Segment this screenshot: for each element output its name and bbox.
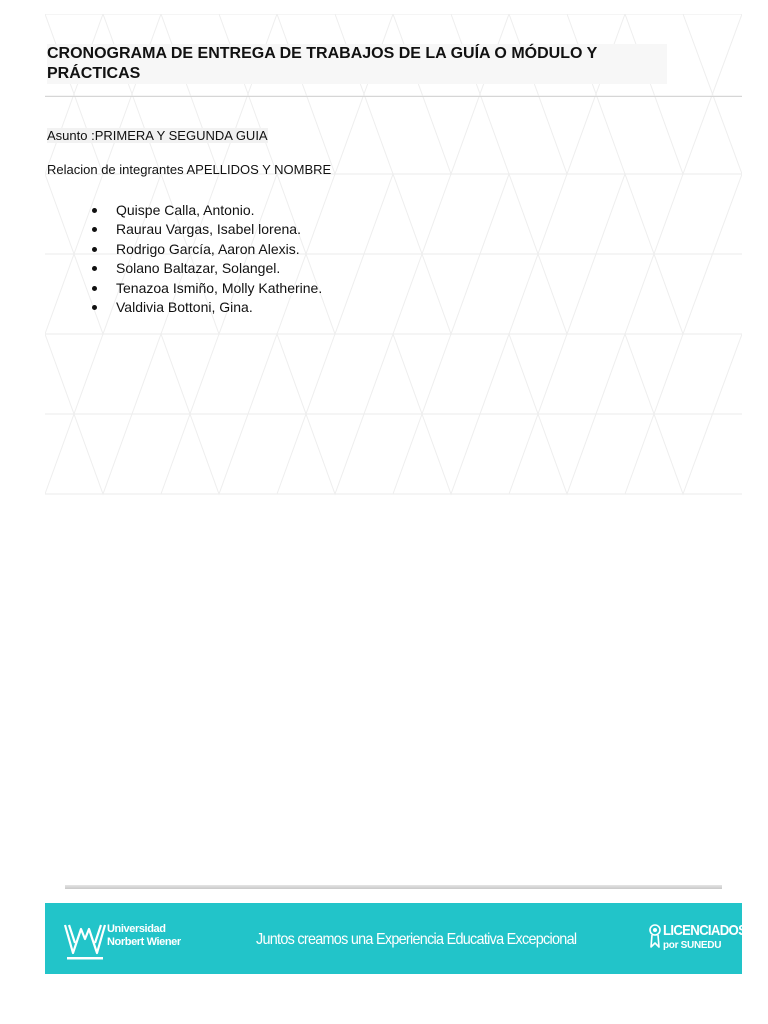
bullet-icon: [92, 208, 97, 213]
bullet-icon: [92, 247, 97, 252]
member-name: Raurau Vargas, Isabel lorena.: [116, 221, 301, 238]
member-name: Quispe Calla, Antonio.: [116, 202, 255, 218]
list-item: [92, 240, 322, 259]
list-item: [92, 279, 322, 298]
member-name: Rodrigo García, Aaron Alexis.: [116, 240, 300, 257]
bullet-icon: [92, 305, 97, 310]
document-title: CRONOGRAMA DE ENTREGA DE TRABAJOS DE LA GUÍA O MÓDULO Y PRÁCTICAS: [47, 44, 667, 84]
licensed-line2: por SUNEDU: [663, 940, 722, 951]
list-item: [92, 298, 322, 317]
subject-line: Asunto :PRIMERA Y SEGUNDA GUIA: [47, 128, 268, 143]
member-name: Tenazoa Ismiño, Molly Katherine.: [116, 279, 323, 296]
list-item: [92, 259, 322, 278]
members-list: [92, 201, 322, 317]
list-item: [92, 201, 322, 220]
bullet-icon: [92, 286, 97, 291]
members-heading: Relacion de integrantes APELLIDOS Y NOMBRE: [47, 162, 332, 177]
licensed-line1: LICENCIADOS: [663, 922, 747, 939]
bullet-icon: [92, 227, 97, 232]
footer-banner: [45, 903, 747, 974]
list-item: [92, 220, 322, 239]
sunedu-seal-icon: [649, 923, 661, 949]
bullet-icon: [92, 266, 97, 271]
university-name-line2: Norbert Wiener: [107, 936, 181, 948]
member-name: Valdivia Bottoni, Gina.: [116, 299, 253, 316]
title-divider: [45, 96, 742, 97]
university-name-line1: Universidad: [107, 923, 166, 935]
licensed-badge: [663, 923, 758, 953]
university-name: [107, 923, 181, 949]
member-name: Solano Baltazar, Solangel.: [116, 260, 281, 277]
university-logo-icon: [63, 919, 107, 963]
footer-divider: [65, 885, 722, 889]
footer-slogan: Juntos creamos una Experiencia Educativa Excepcional: [256, 931, 577, 948]
